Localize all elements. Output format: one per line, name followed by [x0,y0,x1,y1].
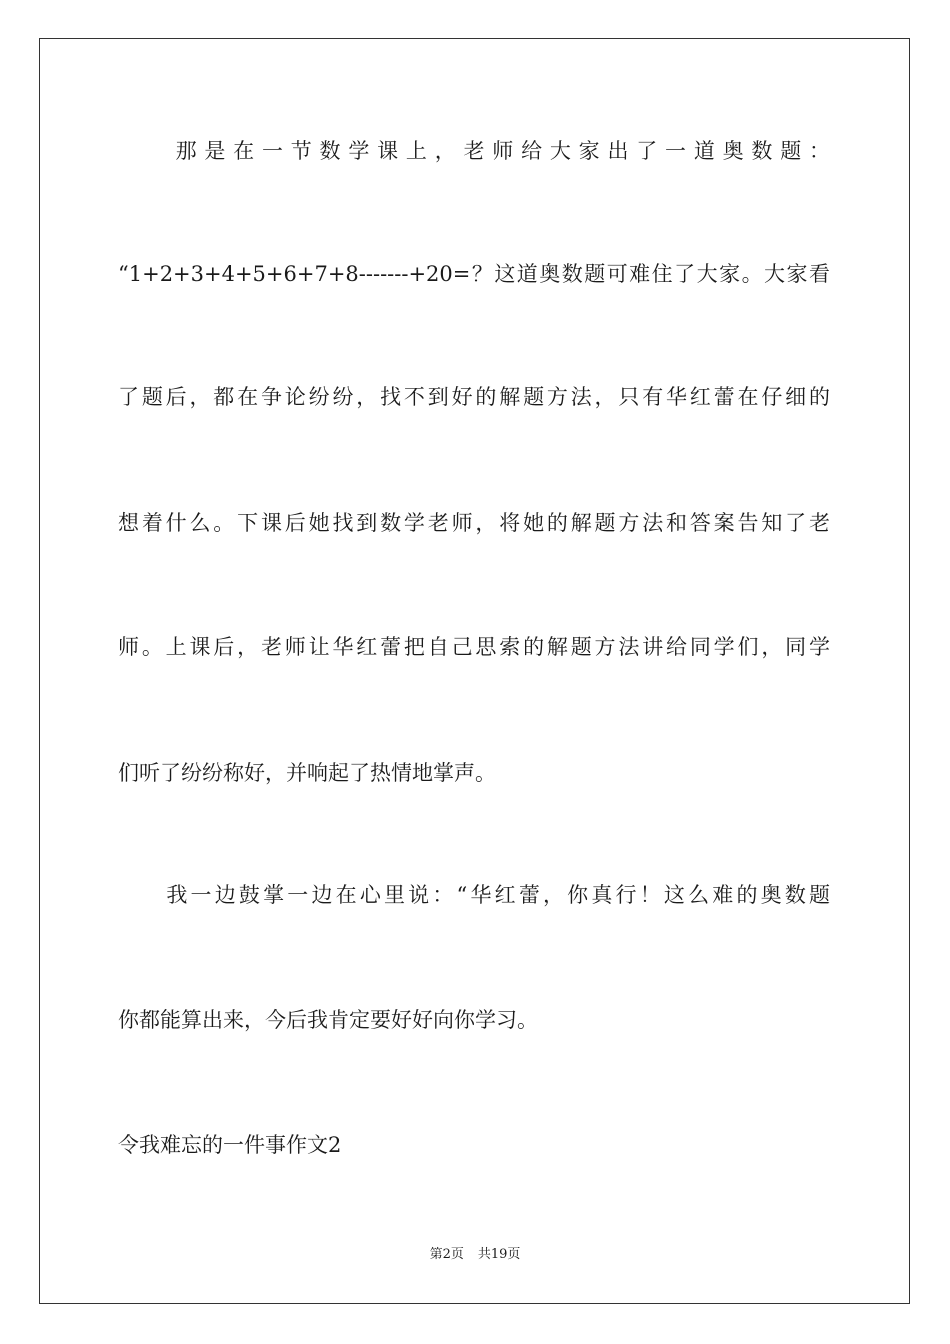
total-pages: 共19页 [477,1247,521,1262]
text-line-7: 我一边鼓掌一边在心里说：“华红蕾，你真行！这么难的奥数题 [118,883,830,907]
text-line-4: 想着什么。下课后她找到数学老师，将她的解题方法和答案告知了老 [118,511,830,535]
text-line-3: 了题后，都在争论纷纷，找不到好的解题方法，只有华红蕾在仔细的 [118,385,830,409]
page-number: 第2页 [429,1247,464,1262]
text-line-2: “1+2+3+4+5+6+7+8-------+20=？这道奥数题可难住了大家。大家看 [118,262,830,286]
text-line-8: 你都能算出来，今后我肯定要好好向你学习。 [118,1008,538,1032]
text-line-5: 师。上课后，老师让华红蕾把自己思索的解题方法讲给同学们，同学 [118,635,830,659]
section-heading: 令我难忘的一件事作文2 [118,1133,342,1157]
text-line-1: 那是在一节数学课上，老师给大家出了一道奥数题： [118,139,830,163]
text-line-6: 们听了纷纷称好，并响起了热情地掌声。 [118,761,496,785]
page-footer [0,1246,950,1264]
page-border [39,38,910,1304]
